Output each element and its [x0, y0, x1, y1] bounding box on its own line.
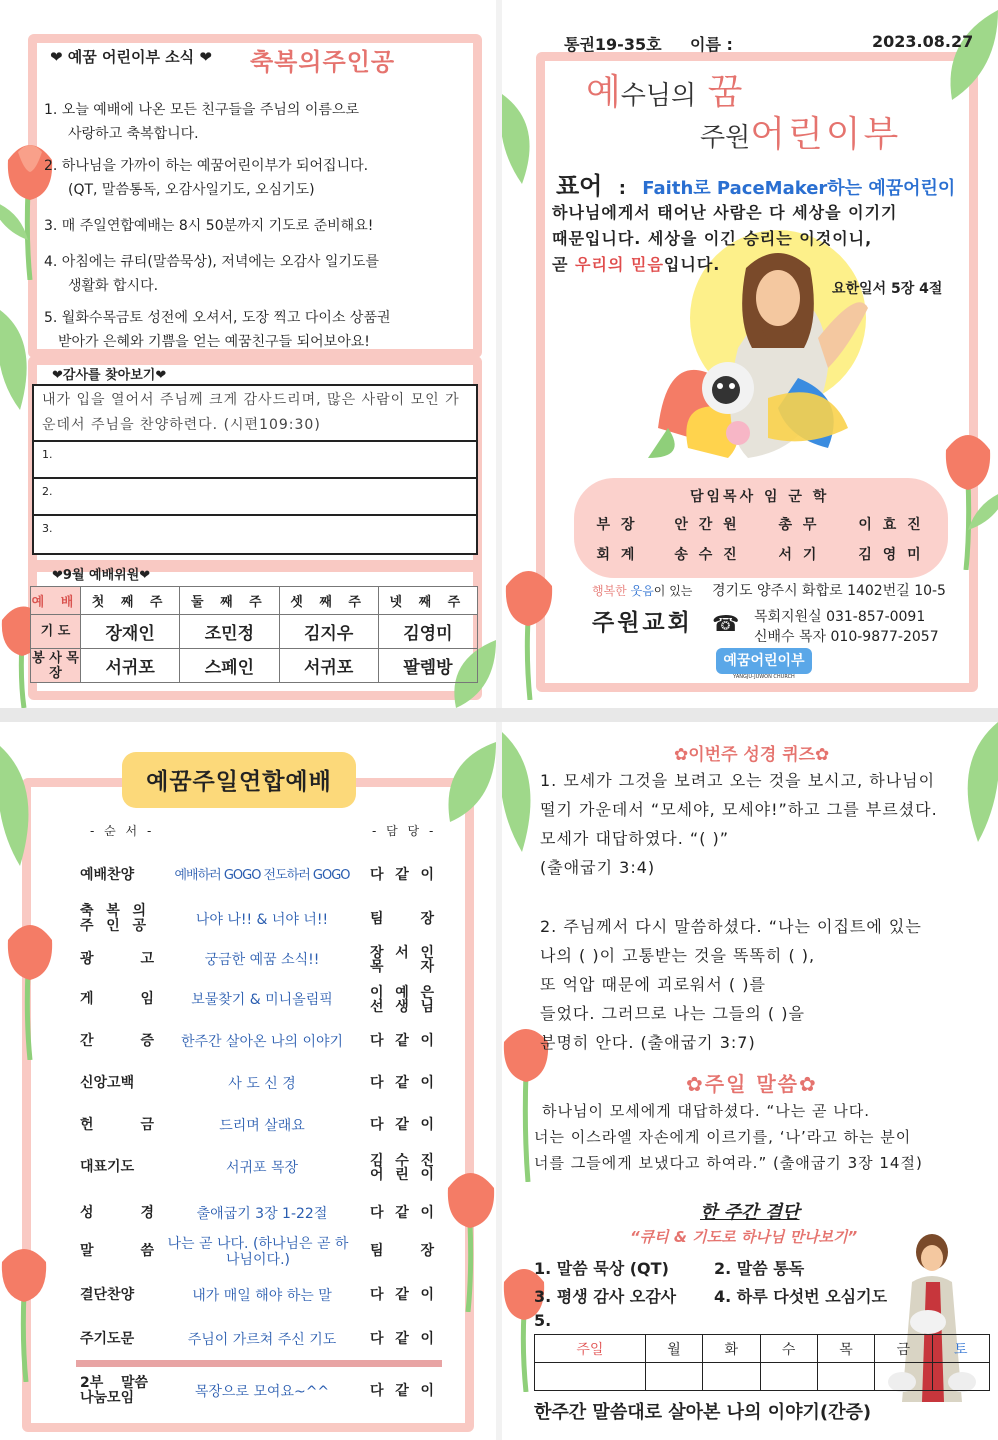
- weekday-cell: 토: [932, 1335, 989, 1363]
- weekly-checklist: [534, 1334, 990, 1391]
- weekday-cell: 금: [875, 1335, 932, 1363]
- phone-icon: ☎: [712, 612, 740, 637]
- news-item-text: 사랑하고 축복합니다.: [68, 126, 199, 142]
- check-box[interactable]: [760, 1363, 817, 1391]
- order-item-name: 말 씀: [80, 1243, 154, 1259]
- duty-label: ❤9월 예배위원❤: [52, 568, 151, 583]
- quiz-line: 1. 모세가 그것을 보려고 오는 것을 보시고, 하나님이: [540, 771, 936, 790]
- duty-cell: 조민정: [180, 615, 279, 649]
- leaf-icon: [502, 94, 544, 184]
- check-box[interactable]: [645, 1363, 702, 1391]
- duty-table: [30, 586, 478, 683]
- church-address: 경기도 양주시 화합로 1402번길 10-5: [712, 583, 946, 599]
- verse-word: 입니다.: [663, 255, 721, 274]
- tulip-flower-icon: [0, 1242, 50, 1382]
- quiz-question-2: [540, 912, 980, 1057]
- name-field-label: 이름 :: [690, 35, 733, 54]
- staff-role: 총 무: [778, 517, 820, 533]
- slogan-word: 이 있는: [653, 584, 693, 598]
- volume-number: 통권19-35호: [564, 35, 662, 54]
- order-item-content: 예배하러 GOGO 전도하러 GOGO: [174, 868, 350, 883]
- duty-cell: 김지우: [279, 615, 378, 649]
- order-item-content: 나야 나!! & 너야 너!!: [195, 912, 329, 928]
- church-name: 주원교회: [592, 610, 693, 636]
- order-item-name: 주기도문: [80, 1331, 135, 1347]
- order-item-name: 대표기도: [80, 1159, 135, 1175]
- checklist-row: [535, 1363, 990, 1391]
- check-box[interactable]: [817, 1363, 874, 1391]
- thanks-input-row[interactable]: 3.: [42, 522, 53, 535]
- horizontal-divider: [0, 708, 998, 722]
- order-item-content: 드리며 살래요: [219, 1118, 305, 1134]
- news-item: [44, 98, 464, 146]
- resolution-subtitle: “큐티 & 기도로 하나님 만나보기”: [630, 1228, 858, 1246]
- staff-role: 부 장: [596, 517, 638, 533]
- duty-row: [31, 615, 478, 649]
- duty-cell: 김영미: [378, 615, 477, 649]
- brand-text: 어린이부: [750, 114, 902, 155]
- quiz-question-1: [540, 766, 980, 882]
- testimony-label: 한주간 말씀대로 살아본 나의 이야기(간증): [534, 1402, 872, 1423]
- weekday-cell: 월: [645, 1335, 702, 1363]
- order-item-person: 다 같 이: [370, 1383, 434, 1399]
- thanks-verse: 내가 입을 열어서 주님께 크게 감사드리며, 많은 사람이 모인 가운데서 주님을 찬양하련다. (시편109:30): [34, 386, 476, 442]
- quiz-line: 나의 ( )이 고통받는 것을 똑똑히 ( ),: [540, 946, 816, 965]
- duty-row-head: 기 도: [31, 615, 81, 649]
- pastor-name: 담임목사 임 군 학: [690, 489, 830, 505]
- thanks-box: [32, 384, 478, 555]
- office-phone: 목회지원실 031-857-0091: [754, 609, 926, 625]
- tulip-flower-icon: [444, 1162, 496, 1312]
- verse-word: 곧: [552, 255, 569, 274]
- news-item-text: 3. 매 주일연합예배는 8시 50분까지 기도로 준비해요!: [44, 218, 374, 234]
- news-item-text: 2. 하나님을 가까이 하는 예꿈어린이부가 되어집니다.: [44, 158, 369, 174]
- order-item-content: 사 도 신 경: [228, 1076, 296, 1092]
- duty-cell: 팔렘방: [378, 649, 477, 683]
- resolution-item: 1. 말씀 묵상 (QT): [534, 1259, 669, 1278]
- thanks-input-row[interactable]: 2.: [34, 479, 476, 516]
- resolution-item: 4. 하루 다섯번 오심기도: [714, 1287, 888, 1306]
- brand-text: 주원: [700, 123, 751, 153]
- thanks-label: ❤감사를 찾아보기❤: [52, 368, 167, 383]
- check-box[interactable]: [875, 1363, 932, 1391]
- brand-char: 예: [586, 72, 621, 113]
- order-item-content: 궁금한 예꿈 소식!!: [204, 952, 320, 968]
- order-item-name: 게 임: [80, 991, 154, 1007]
- check-box[interactable]: [703, 1363, 760, 1391]
- news-panel: [0, 0, 496, 708]
- weekday-header-row: [535, 1335, 990, 1363]
- tulip-flower-icon: [938, 420, 998, 570]
- order-item-person: 김 수 진 어 린 이: [370, 1153, 434, 1183]
- column-label-person: - 담 당 -: [372, 824, 437, 838]
- leaf-icon: [440, 742, 496, 822]
- staff-name: 안 간 원: [674, 517, 740, 533]
- brand-line-2: [700, 106, 901, 157]
- resolution-item: 3. 평생 감사 오감사: [534, 1287, 677, 1306]
- motto-label: 표어: [556, 172, 603, 200]
- order-item-person: 장 서 인 목 자: [370, 945, 434, 975]
- order-item-content: 내가 매일 해야 하는 말: [192, 1288, 332, 1304]
- slogan-word: 행복한: [592, 584, 627, 598]
- order-item-name: 2부 말씀 나눔모임: [80, 1375, 148, 1406]
- order-item-person: 다 같 이: [370, 867, 434, 883]
- sermon-verse: [534, 1098, 984, 1176]
- duty-cell: 스페인: [180, 649, 279, 683]
- order-item-name: 헌 금: [80, 1117, 154, 1133]
- leaf-icon: [0, 746, 40, 866]
- order-item-content: 한주간 살아온 나의 이야기: [180, 1034, 344, 1050]
- order-item-content: 출애굽기 3장 1-22절: [196, 1206, 328, 1222]
- order-item-person: 이 예 은 선 생 님: [370, 985, 434, 1015]
- duty-header: 셋 째 주: [279, 587, 378, 615]
- sermon-line: 너를 그들에게 보냈다고 하여라.” (출애굽기 3장 14절): [534, 1154, 923, 1172]
- slogan-word: 웃음: [630, 584, 654, 598]
- duty-row: [31, 649, 478, 683]
- sermon-line: 하나님이 모세에게 대답하셨다. “나는 곧 나다.: [542, 1102, 870, 1120]
- duty-header-row: [31, 587, 478, 615]
- order-item-person: 다 같 이: [370, 1287, 434, 1303]
- motto: [556, 166, 955, 201]
- church-logo-subtitle: YANGJU-JUWON CHURCH: [733, 674, 795, 680]
- order-item-person: 다 같 이: [370, 1033, 434, 1049]
- resolution-item: 5.: [534, 1311, 552, 1330]
- sermon-title: ✿주일 말씀✿: [686, 1072, 818, 1096]
- quiz-line: 떨기 가운데서 “모세야, 모세야!”하고 그를 부르셨다.: [540, 800, 938, 819]
- order-item-name: 예배찬양: [80, 867, 135, 883]
- weekday-cell: 화: [703, 1335, 760, 1363]
- news-item: [44, 154, 464, 202]
- order-item-content: 서귀포 목장: [225, 1160, 299, 1176]
- news-title: 축복의주인공: [250, 48, 396, 76]
- duty-cell: 서귀포: [279, 649, 378, 683]
- weekday-cell: 목: [817, 1335, 874, 1363]
- resolution-title: 한 주간 결단: [700, 1202, 800, 1223]
- order-item-name: 광 고: [80, 951, 154, 967]
- leaf-icon: [502, 732, 542, 852]
- order-item-person: 다 같 이: [370, 1117, 434, 1133]
- order-item-person: 다 같 이: [370, 1075, 434, 1091]
- duty-row-head: 봉 사 목 장: [32, 650, 79, 681]
- motto-colon: :: [618, 178, 626, 199]
- weekday-cell: 수: [760, 1335, 817, 1363]
- verse-line: [552, 252, 972, 278]
- thanks-input-row[interactable]: 1.: [34, 442, 476, 479]
- verse-reference: 요한일서 5장 4절: [832, 281, 943, 297]
- bulletin-date: 2023.08.27: [872, 32, 974, 51]
- news-item-text: 5. 월화수목금토 성전에 오셔서, 도장 찍고 다이소 상품권: [44, 310, 391, 326]
- news-heading: ❤ 예꿈 어린이부 소식 ❤: [50, 48, 212, 66]
- resolution-item: 2. 말씀 통독: [714, 1259, 805, 1278]
- duty-cell: 장재인: [81, 615, 180, 649]
- check-box[interactable]: [535, 1363, 646, 1391]
- order-item-name: 간 증: [80, 1033, 154, 1049]
- quiz-line: 들었다. 그러므로 나는 그들의 ( )을: [540, 1004, 805, 1023]
- order-item-person: 팀 장: [370, 1243, 434, 1259]
- staff-name: 송 수 진: [674, 547, 740, 563]
- quiz-line: (출애굽기 3:4): [540, 858, 656, 877]
- news-item-text: 생활화 합시다.: [68, 278, 159, 294]
- order-item-person: 팀 장: [370, 911, 434, 927]
- brand-char: 꿈: [707, 72, 743, 113]
- order-item-content: 주님이 가르쳐 주신 기도: [187, 1332, 337, 1348]
- staff-role: 회 계: [596, 547, 638, 563]
- order-item-content: 보물찾기 & 미니올림픽: [191, 992, 333, 1008]
- leaf-icon: [942, 10, 998, 100]
- order-title: 예꿈주일연합예배: [146, 769, 332, 795]
- news-item-text: (QT, 말씀통독, 오감사일기도, 오심기도): [68, 182, 315, 198]
- quiz-line: 또 억압 때문에 괴로워서 ( )를: [540, 975, 766, 994]
- check-box[interactable]: [932, 1363, 989, 1391]
- column-label-order: - 순 서 -: [90, 824, 155, 838]
- news-item: [44, 214, 464, 238]
- duty-header: 첫 째 주: [81, 587, 180, 615]
- quiz-title: ✿이번주 성경 퀴즈✿: [674, 745, 830, 765]
- tulip-flower-icon: [0, 910, 60, 1060]
- duty-header: 넷 째 주: [378, 587, 477, 615]
- order-divider: [76, 1360, 442, 1367]
- tulip-flower-icon: [502, 560, 558, 700]
- brand-text: 수님의: [620, 81, 697, 111]
- order-item-person: 다 같 이: [370, 1205, 434, 1221]
- order-item-name: 축 복 의 주 인 공: [80, 903, 146, 934]
- order-item-content: 나는 곧 나다. (하나님은 곧 하나님이다.): [167, 1236, 349, 1268]
- quiz-line: 분명히 안다. (출애굽기 3:7): [540, 1033, 756, 1052]
- news-item-text: 1. 오늘 예배에 나온 모든 친구들을 주님의 이름으로: [44, 102, 359, 118]
- order-item-person: 다 같 이: [370, 1331, 434, 1347]
- order-item-name: 결단찬양: [80, 1287, 135, 1303]
- order-item-name: 신앙고백: [80, 1075, 135, 1091]
- news-item-text: 받아가 은혜와 기쁨을 얻는 예꿈친구들 되어보아요!: [58, 334, 370, 350]
- news-list: [44, 98, 464, 362]
- duty-header: 둘 째 주: [180, 587, 279, 615]
- news-item: [44, 306, 464, 354]
- duty-cell: 서귀포: [81, 649, 180, 683]
- verse-highlight: 우리의 믿음: [575, 255, 664, 274]
- news-item: [44, 250, 464, 298]
- teacher-phone: 신배수 목자 010-9877-2057: [754, 629, 939, 645]
- weekday-cell: 주일: [535, 1335, 646, 1363]
- church-slogan: [592, 582, 692, 599]
- key-verse: [552, 200, 972, 278]
- quiz-line: 2. 주님께서 다시 말씀하셨다. “나는 이집트에 있는: [540, 917, 922, 936]
- verse-line: 때문입니다. 세상을 이긴 승리는 이것이니,: [552, 229, 873, 248]
- staff-role: 서 기: [778, 547, 820, 563]
- order-item-name: 성 경: [80, 1205, 154, 1221]
- news-item-text: 4. 아침에는 큐티(말씀묵상), 저녁에는 오감사 일기도를: [44, 254, 379, 270]
- sermon-line: 너는 이스라엘 자손에게 이르기를, ‘나’라고 하는 분이: [534, 1128, 912, 1146]
- order-item-content: 목장으로 모여요~^^: [194, 1384, 330, 1400]
- motto-text: Faith로 PaceMaker하는 예꿈어린이: [642, 178, 956, 199]
- staff-name: 이 효 진: [858, 517, 924, 533]
- verse-line: 하나님에게서 태어난 사람은 다 세상을 이기기: [552, 203, 898, 222]
- church-logo: 예꿈어린이부: [716, 648, 812, 674]
- staff-name: 김 영 미: [858, 547, 924, 563]
- duty-header: 예 배: [31, 587, 81, 615]
- quiz-line: 모세가 대답하였다. “( )”: [540, 829, 730, 848]
